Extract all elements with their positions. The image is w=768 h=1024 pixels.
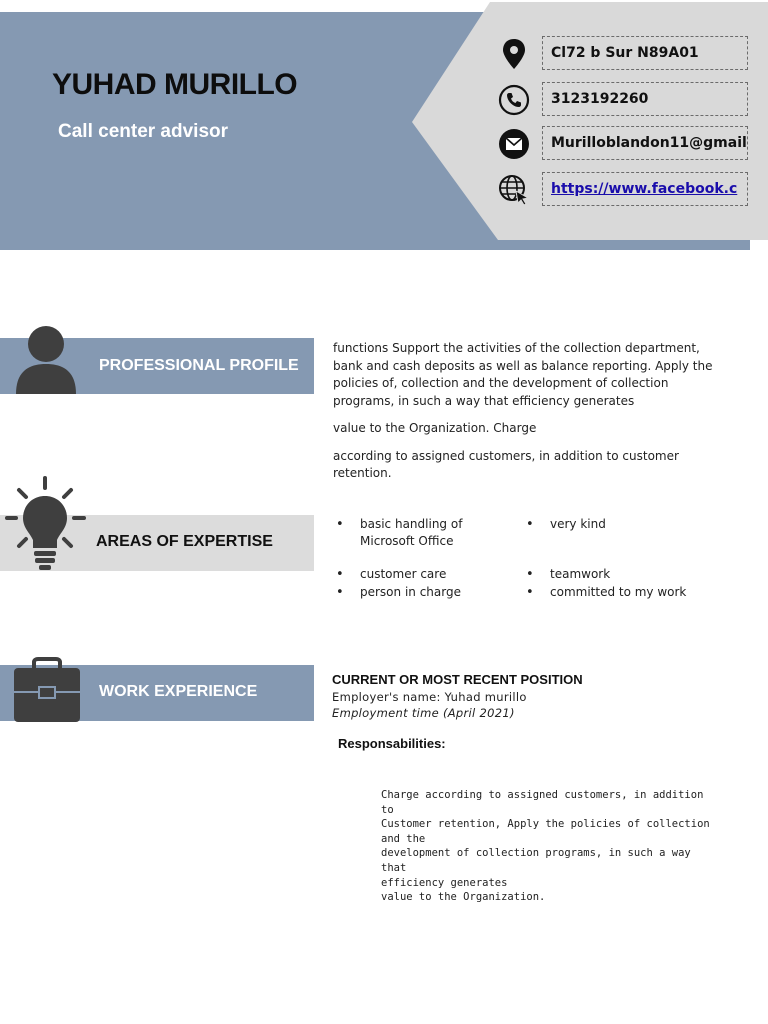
employment-time: Employment time (April 2021) (332, 706, 515, 720)
position-title: CURRENT OR MOST RECENT POSITION (332, 672, 583, 687)
expertise-heading: AREAS OF EXPERTISE (96, 533, 273, 550)
globe-cursor-icon (498, 174, 530, 206)
employer-name: Employer's name: Yuhad murillo (332, 690, 527, 704)
responsibility-line: efficiency generates (381, 876, 508, 889)
contact-website-row (498, 172, 753, 208)
profile-paragraph: according to assigned customers, in addition to customer retention. (333, 448, 679, 480)
website-link[interactable]: https://www.facebook.c (542, 172, 748, 206)
profile-text (333, 340, 713, 493)
experience-heading: WORK EXPERIENCE (99, 683, 258, 700)
list-item: • person in charge (336, 584, 506, 601)
candidate-name: YUHAD MURILLO (52, 68, 298, 101)
phone-field: 3123192260 (542, 82, 748, 116)
location-pin-icon (498, 38, 530, 70)
responsibilities-heading: Responsabilities: (338, 736, 446, 751)
profile-paragraph: value to the Organization. Charge (333, 421, 537, 435)
profile-section-bar (0, 338, 314, 394)
contact-address-row (498, 36, 753, 72)
responsibilities-text (381, 788, 711, 905)
list-item: • teamwork (526, 566, 726, 583)
profile-paragraph: functions Support the activities of the collection department, bank and cash deposits as well as balance reporting. Apply the policies of, collection and the development of collection programs, in such a way that efficiency generates (333, 341, 713, 408)
lightbulb-icon (4, 476, 90, 572)
list-item: • very kind (526, 516, 726, 533)
responsibility-line: Charge according to assigned customers, in addition to (381, 789, 704, 816)
job-role: Call center advisor (58, 121, 229, 142)
contact-phone-row (498, 82, 753, 118)
address-field: Cl72 b Sur N89A01 (542, 36, 748, 70)
list-item: • basic handling of Microsoft Office (336, 516, 506, 550)
contact-email-row (498, 126, 753, 162)
profile-heading: PROFESSIONAL PROFILE (99, 357, 299, 374)
expertise-list-right (526, 516, 726, 617)
responsibility-line: Customer retention, Apply the policies of collection and the (381, 818, 710, 845)
responsibility-line: development of collection programs, in such a way that (381, 847, 691, 874)
person-icon (14, 324, 78, 394)
responsibility-line: value to the Organization. (381, 891, 546, 904)
list-item: • committed to my work (526, 584, 726, 601)
mail-icon (498, 128, 530, 160)
phone-icon (498, 84, 530, 116)
briefcase-icon (12, 656, 82, 726)
email-field[interactable]: Murilloblandon11@gmail (542, 126, 748, 160)
list-item: • customer care (336, 566, 506, 583)
expertise-list-left (336, 516, 506, 617)
